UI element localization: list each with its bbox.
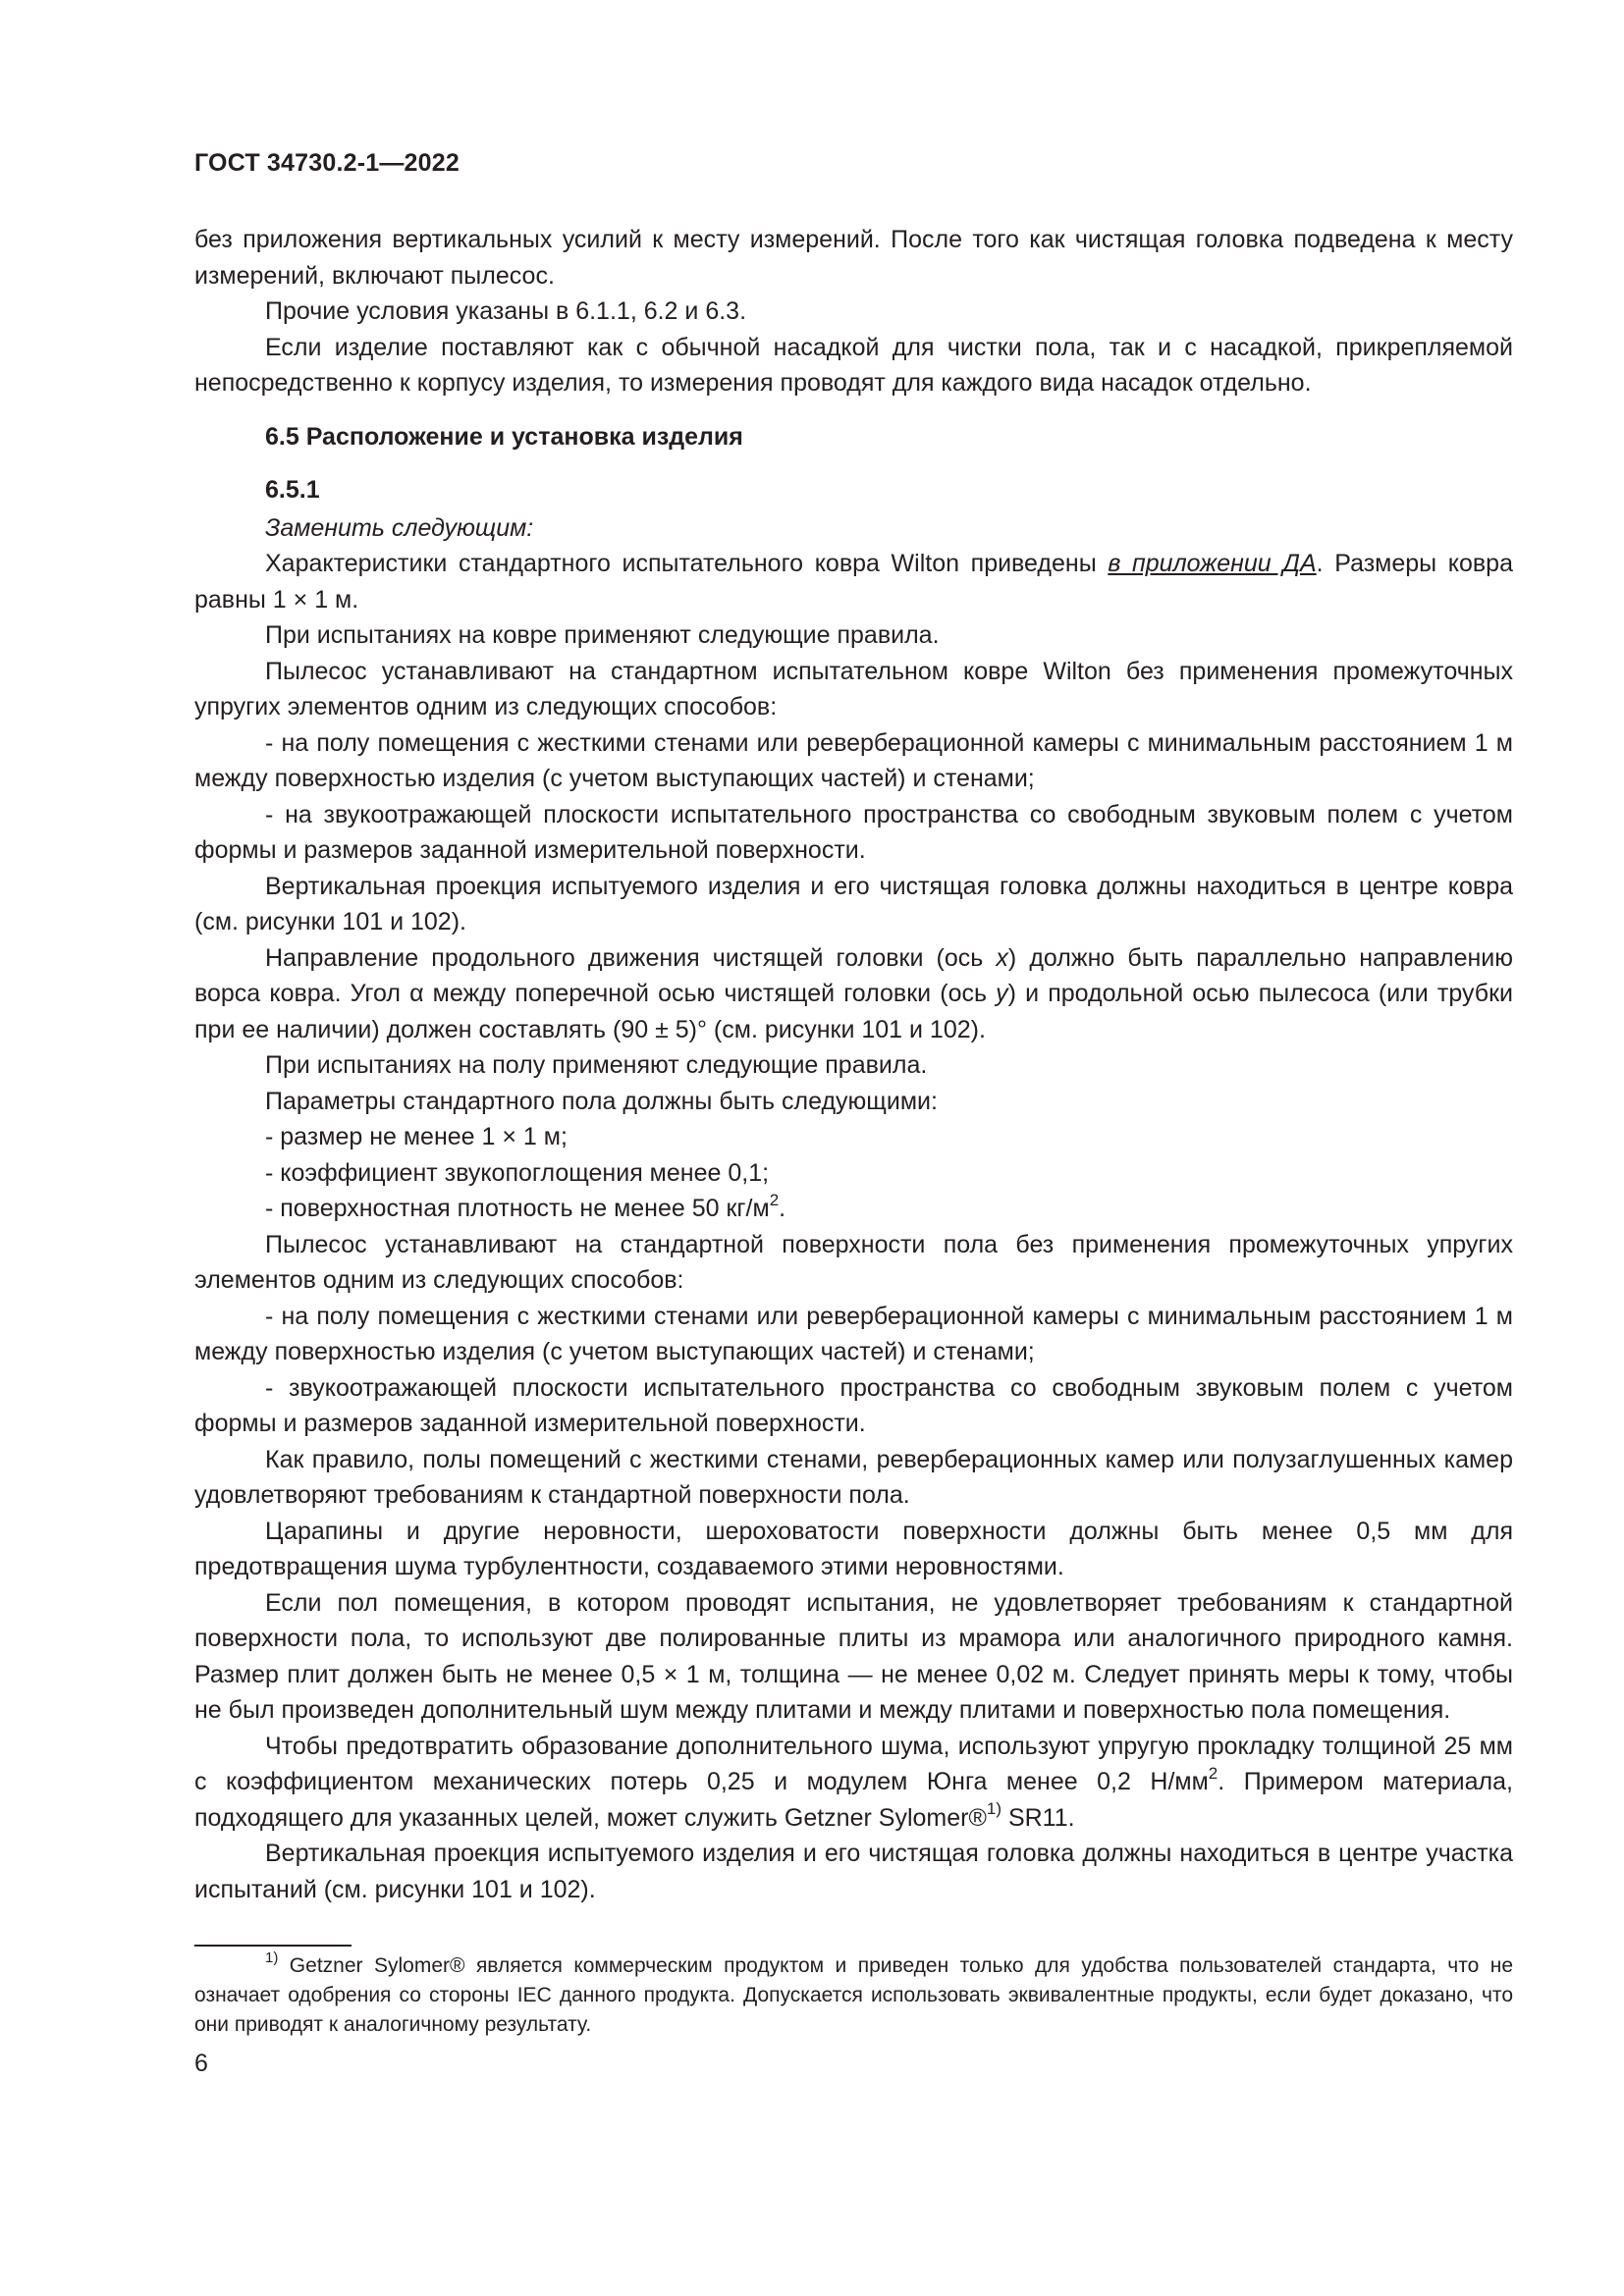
text-segment: Чтобы предотвратить образование дополнительного шума, используют упругую прокладку толщиной 25 мм с коэффициентом механических потерь 0,25 и модулем Юнга менее 0,2 Н/мм	[194, 1732, 1513, 1795]
footnote	[194, 1951, 1513, 2040]
footnote-ref[interactable]: 1)	[986, 1799, 1001, 1819]
list-item: - коэффициент звукопоглощения менее 0,1;	[265, 1158, 770, 1187]
section-heading: 6.5 Расположение и установка изделия	[265, 422, 743, 451]
paragraph: Пылесос устанавливают на стандартной поверхности пола без применения промежуточных упругих элементов одним из следующих способов:	[194, 1230, 1513, 1294]
paragraph: Как правило, полы помещений с жесткими стенами, реверберационных камер или полузаглушенных камер удовлетворяют требованиям к стандартной поверхности пола.	[194, 1445, 1513, 1509]
paragraph: Прочие условия указаны в 6.1.1, 6.2 и 6.3.	[265, 297, 747, 325]
document-body	[194, 222, 1513, 1907]
paragraph: Если пол помещения, в котором проводят испытания, не удовлетворяет требованиям к стандартной поверхности пола, то используют две полированные плиты из мрамора или аналогичного природного камня. Размер плит должен быть не менее 0,5 × 1 м, толщина — не менее 0,02 м. Следует принять меры к тому, чтобы не был произведен дополнительный шум между плитами и между плитами и поверхностью пола помещения.	[194, 1588, 1513, 1724]
footnote-text: Getzner Sylomer® является коммерческим продуктом и приведен только для удобства пользователей стандарта, что не означает одобрения со стороны IEC данного продукта. Допускается использовать эквивалентные продукты, если будет доказано, что они приводят к аналогичному результату.	[194, 1954, 1513, 2036]
paragraph: Пылесос устанавливают на стандартном испытательном ковре Wilton без применения промежуточных упругих элементов одним из следующих способов:	[194, 657, 1513, 721]
paragraph: Царапины и другие неровности, шероховатости поверхности должны быть менее 0,5 мм для предотвращения шума турбулентности, создаваемого этими неровностями.	[194, 1517, 1513, 1580]
text-segment: . Примером материала, подходящего для указанных целей, может служить Getzner Sylomer®	[194, 1768, 1513, 1832]
text-segment: SR11.	[1001, 1803, 1075, 1832]
paragraph: При испытаниях на ковре применяют следующие правила.	[265, 621, 940, 649]
superscript: 2	[1208, 1763, 1218, 1783]
paragraph: без приложения вертикальных усилий к месту измерений. После того как чистящая головка подведена к месту измерений, включают пылесос.	[194, 226, 1513, 290]
list-item: - на полу помещения с жесткими стенами или реверберационной камеры с минимальным расстоянием 1 м между поверхностью изделия (с учетом выступающих частей) и стенами;	[194, 1302, 1513, 1365]
paragraph: При испытаниях на полу применяют следующие правила.	[265, 1051, 928, 1079]
footnote-divider	[194, 1945, 352, 1947]
text-segment: .	[779, 1195, 786, 1222]
paragraph: Параметры стандартного пола должны быть следующими:	[265, 1087, 938, 1115]
paragraph: Вертикальная проекция испытуемого изделия и его чистящая головка должны находиться в центре участка испытаний (см. рисунки 101 и 102).	[194, 1840, 1513, 1903]
list-item: - звукоотражающей плоскости испытательного пространства со свободным звуковым полем с учетом формы и размеров заданной измерительной поверхности.	[194, 1373, 1513, 1437]
superscript: 2	[769, 1190, 780, 1209]
page-header-standard-id: ГОСТ 34730.2-1—2022	[194, 149, 460, 177]
list-item: - на звукоотражающей плоскости испытательного пространства со свободным звуковым полем с учетом формы и размеров заданной измерительной поверхности.	[194, 800, 1513, 864]
axis-y-symbol: y	[996, 980, 1008, 1007]
replace-note: Заменить следующим:	[265, 513, 534, 542]
text-segment: Характеристики стандартного испытательного ковра Wilton приведены	[265, 550, 1109, 577]
paragraph	[194, 940, 1513, 1048]
text-segment: ) должно быть параллельно направлению ворса ковра. Угол α между поперечной осью чистящей головки (ось	[194, 943, 1513, 1007]
footnote-marker: 1)	[265, 1949, 279, 1966]
paragraph: Вертикальная проекция испытуемого изделия и его чистящая головка должны находиться в центре ковра (см. рисунки 101 и 102).	[194, 872, 1513, 935]
text-segment: ) и продольной осью пылесоса (или трубки при ее наличии) должен составлять (90 ± 5)° (см. рисунки 101 и 102).	[194, 980, 1513, 1043]
list-item	[194, 1191, 1513, 1227]
list-item: - размер не менее 1 × 1 м;	[265, 1123, 568, 1150]
appendix-link[interactable]: в приложении ДА	[1108, 550, 1317, 577]
axis-x-symbol: x	[996, 943, 1008, 972]
text-segment: . Размеры ковра равны 1 × 1 м.	[194, 550, 1513, 614]
paragraph	[194, 1729, 1513, 1837]
list-item: - на полу помещения с жесткими стенами или реверберационной камеры с минимальным расстоянием 1 м между поверхностью изделия (с учетом выступающих частей) и стенами;	[194, 728, 1513, 792]
page-number: 6	[194, 2050, 208, 2077]
subsection-heading: 6.5.1	[265, 476, 320, 504]
paragraph: Если изделие поставляют как с обычной насадкой для чистки пола, так и с насадкой, прикрепляемой непосредственно к корпусу изделия, то измерения проводят для каждого вида насадок отдельно.	[194, 333, 1513, 397]
text-segment: - поверхностная плотность не менее 50 кг/м	[265, 1195, 770, 1222]
paragraph	[194, 546, 1513, 617]
text-segment: Направление продольного движения чистящей головки (ось	[265, 943, 997, 972]
